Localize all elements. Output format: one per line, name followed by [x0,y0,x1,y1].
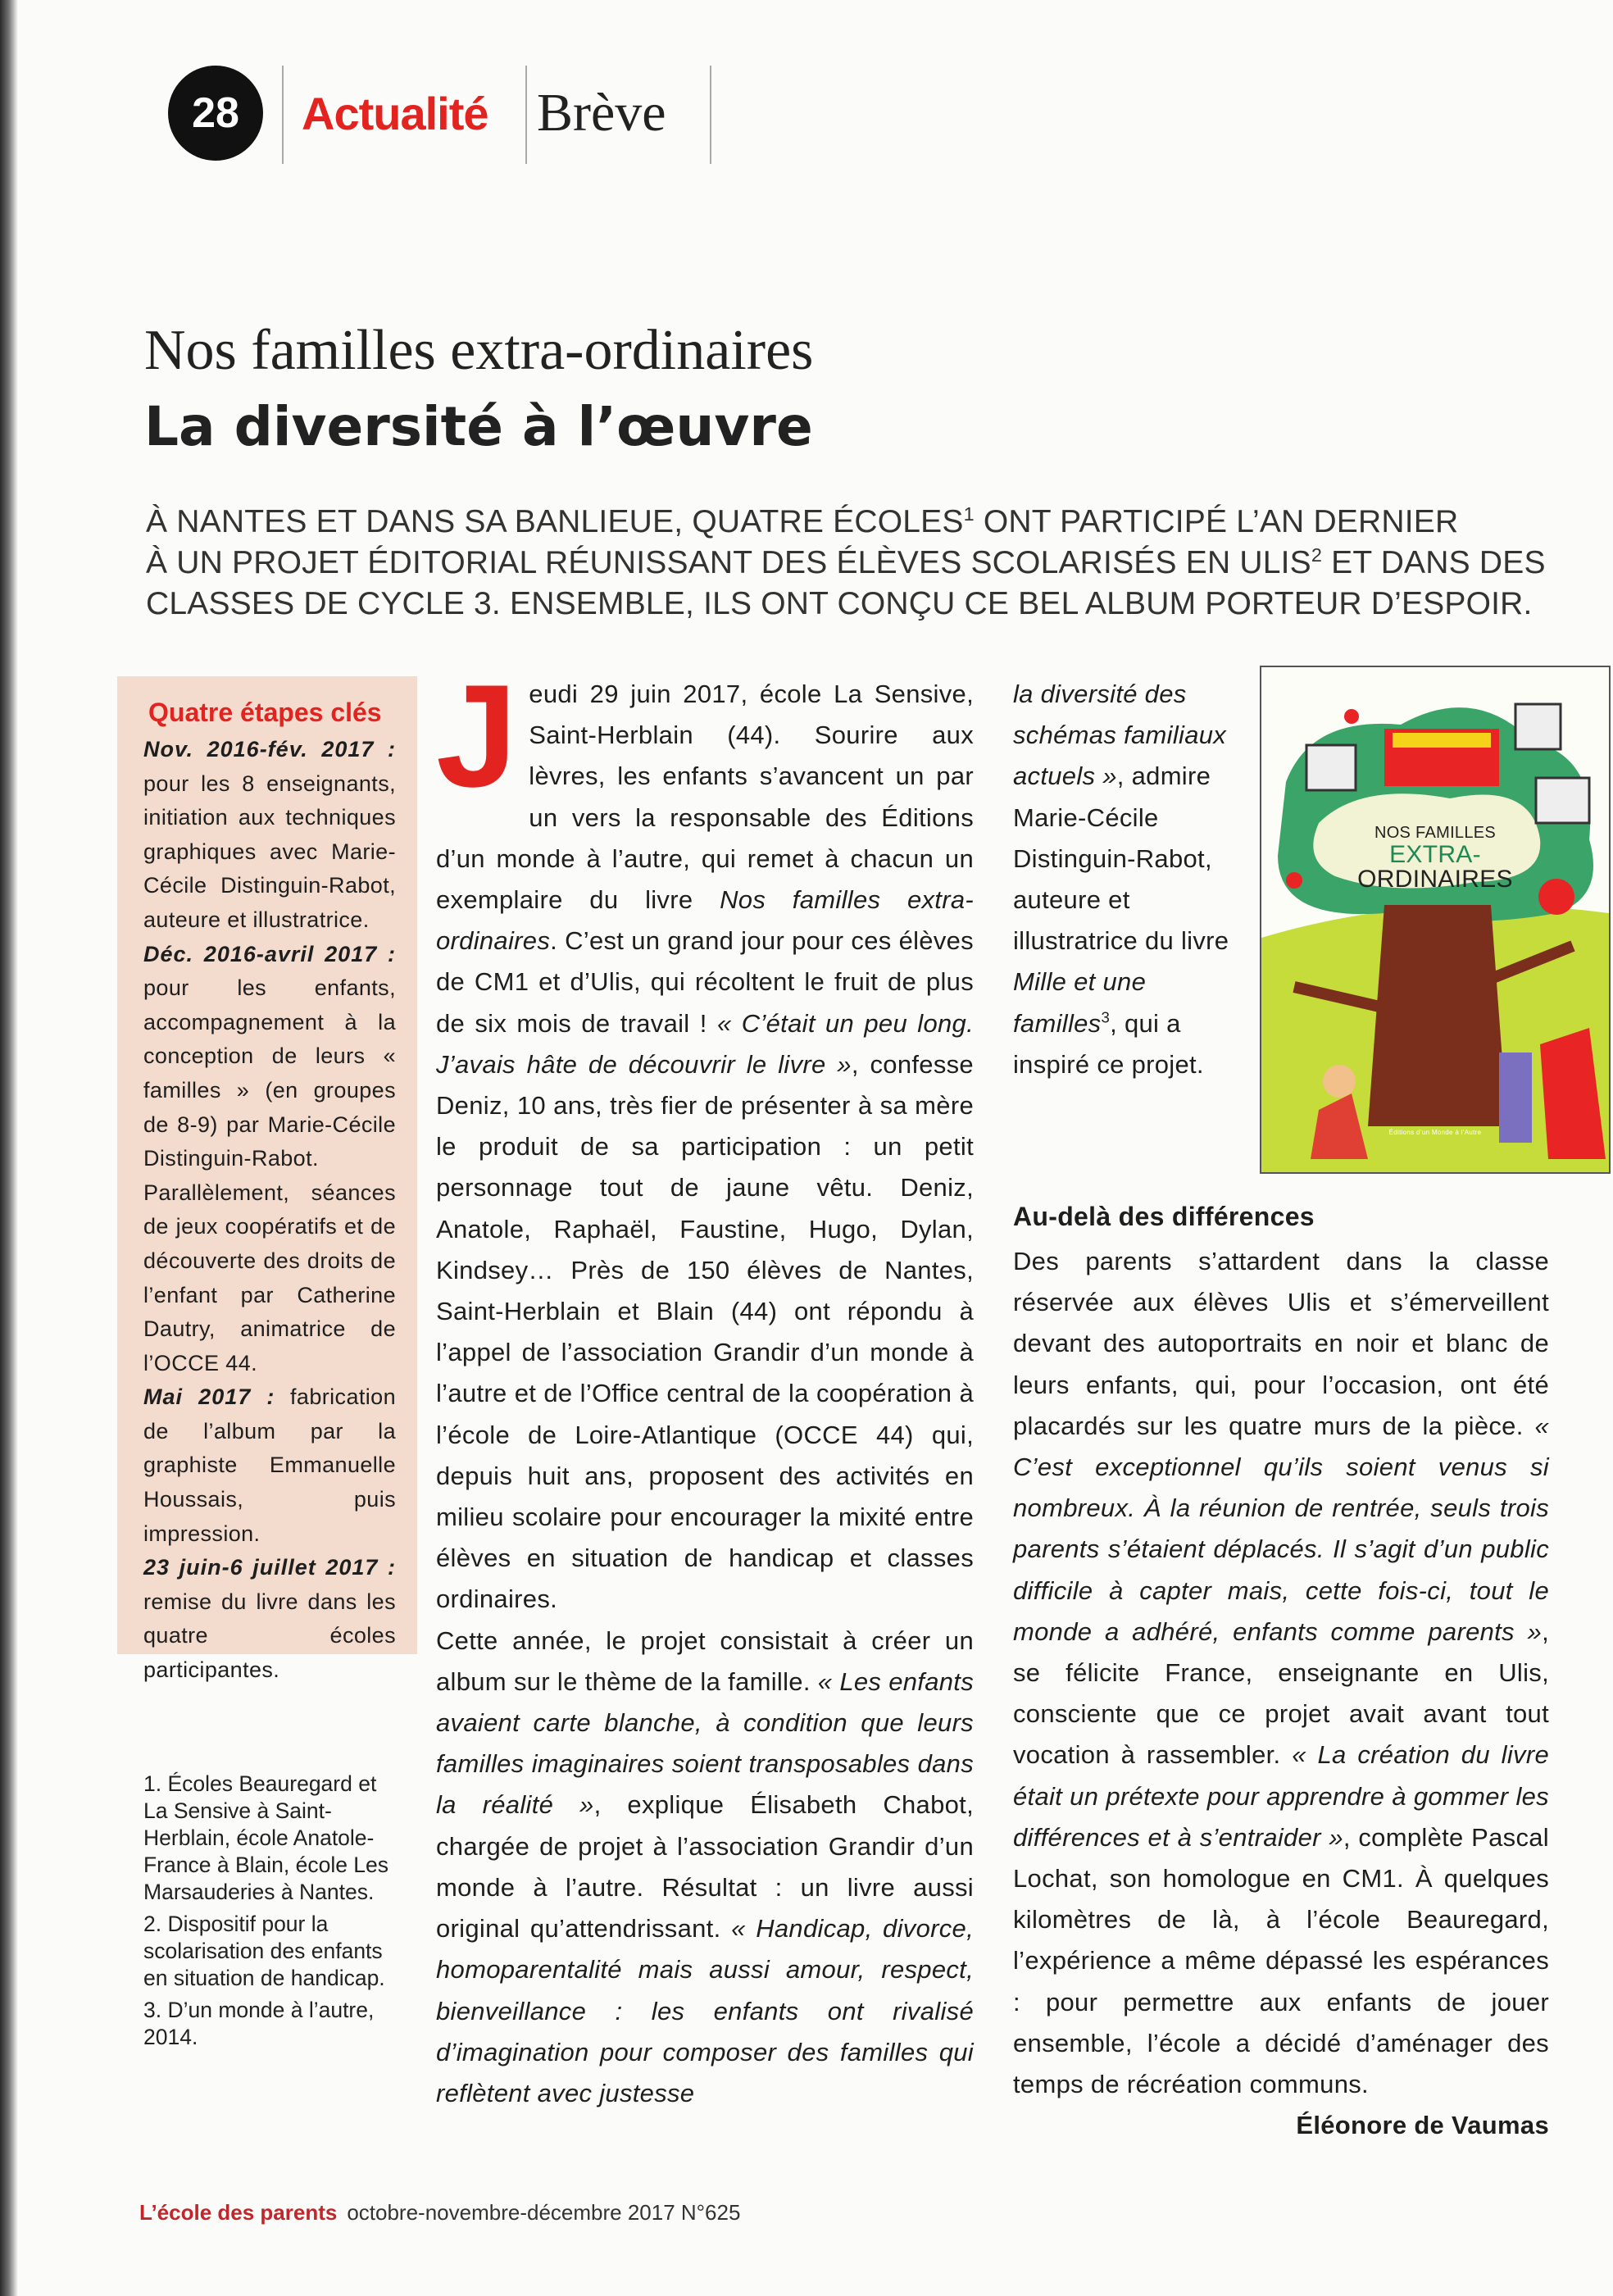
magazine-name: L’école des parents [139,2200,338,2225]
text-run: , se félicite France, enseignante en Ulis, consciente que ce projet avait avant tout vocation à rassembler. [1013,1616,1549,1770]
sidebar-steps [143,733,396,1688]
footnote-ref: 3 [1101,1008,1111,1026]
text-run: Cette année, le projet consistait à créer un album sur le thème de la famille. [436,1625,974,1696]
quote-text: « La création du livre était un prétexte pour apprendre à gommer les différences et à s’entraider » [1013,1740,1549,1852]
footnote: 3. D’un monde à l’autre, 2014. [143,1998,375,2049]
text-run: , qui a inspiré ce projet. [1013,1008,1204,1079]
page-number [168,66,263,161]
text-run: ET DANS DES [1322,545,1546,580]
quote-text: « Handicap, divorce, homoparentalité mais aussi amour, respect, bienveillance : les enfants ont rivalisé d’imagination pour composer des familles qui reflètent avec justesse [436,1914,975,2107]
text-run: . C’est un grand jour pour ces élèves de CM1 et d’Ulis, qui récoltent le fruit de plus de six mois de travail ! [436,926,974,1038]
section-rubric: Actualité [302,88,488,139]
article-subtitle: La diversité à l’œuvre [144,395,813,458]
article-title: Nos familles extra-ordinaires [144,319,814,382]
step-text: pour les enfants, accompagnement à la conception de leurs « familles » (en groupes de 8-9) par Marie-Cécile Distinguin-Rabot. Parallèlement, séances de jeux coopératifs et de découverte des droits de l’enfant par Catherine Dautry, animatrice de l’OCCE 44. [143,975,396,1375]
footnote: 2. Dispositif pour la scolarisation des enfants en situation de handicap. [143,1912,385,1990]
step-date: 23 juin-6 juillet 2017 : [143,1555,396,1580]
cover-title-line: ORDINAIRES [1357,866,1513,893]
step-text: remise du livre dans les quatre écoles participantes. [143,1589,396,1683]
lead-line [146,543,1546,584]
lead-line [146,584,1546,625]
page-number-text: 28 [192,89,239,137]
quote-text: Mille et une familles [1013,967,1147,1038]
quote-text: « C’est exceptionnel qu’ils soient venus si nombreux. À la réunion de rentrée, seuls trois parents s’étaient déplacés. Il s’agit d’un public difficile à capter mais, cette fois-ci, tout le monde a adhéré, enfants comme parents » [1013,1411,1549,1646]
paragraph [1013,1241,1549,2140]
key-steps-sidebar [117,676,417,1683]
text-run: , admire Marie-Cécile Distinguin-Rabot, auteure et illustratrice du livre [1013,762,1229,956]
step-date: Nov. 2016-fév. 2017 : [143,737,396,762]
section-subrubric: Brève [537,83,666,143]
cover-title-line: EXTRA- [1389,841,1481,868]
text-run: , confesse Deniz, 10 ans, très fier de présenter à sa mère le produit de sa participation : un petit personnage tout de jaune vêtu. Deniz, Anatole, Raphaël, Faustine, Hugo, Dylan, Kindsey… Près de 150 élèves de Nantes, Saint-Herblain et Blain (44) ont répondu à l’appel de l’association Grandir d’un monde à l’autre et de l’Office central de la coopération à l’école de Loire-Atlantique (OCCE 44) qui, depuis huit ans, proposent des activités en milieu scolaire pour encourager la mixité entre élèves en situation de handicap et classes ordinaires. [436,1049,974,1614]
text-run: À UN PROJET ÉDITORIAL RÉUNISSANT DES ÉLÈVES SCOLARISÉS EN ULIS [146,545,1311,580]
article-column-2 [436,654,975,2114]
sidebar-title: Quatre étapes clés [148,698,382,727]
text-run: eudi 29 juin 2017, école La Sensive, Saint-Herblain (44). Sourire aux lèvres, les enfants s’avancent un par un vers la responsable des Éditions d’un monde à l’autre, qui remet à chacun un exemplaire du livre [436,680,974,915]
text-run: Des parents s’attardent dans la classe réservée aux élèves Ulis et s’émerveillent devant des autoportraits en noir et blanc de leurs enfants, qui, pour l’occasion, ont été placardés sur les quatre murs de la pièce. [1013,1247,1549,1440]
divider [282,66,284,164]
step [143,1551,396,1687]
divider [710,66,711,164]
lead-line [146,502,1546,543]
article-lead [146,502,1546,625]
step [143,938,396,1381]
cover-title-line: NOS FAMILLES [1374,824,1497,842]
article-column-3 [1013,674,1549,2146]
quote-text: la diversité des schémas familiaux actuels » [1013,680,1227,791]
page-footer [139,2200,740,2226]
step [143,1380,396,1551]
step-text: pour les 8 enseignants, initiation aux techniques graphiques avec Marie-Cécile Distinguin-Rabot, auteure et illustratrice. [143,771,396,932]
text-run: À NANTES ET DANS SA BANLIEUE, QUATRE ÉCOLES [146,504,964,539]
step [143,733,396,938]
step-text: fabrication de l’album par la graphiste Emmanuelle Houssais, puis impression. [143,1384,396,1546]
footnote-ref: 2 [1311,544,1323,566]
footnote: 1. Écoles Beauregard et La Sensive à Saint-Herblain, école Anatole-France à Blain, école Les Marsauderies à Nantes. [143,1771,389,1904]
book-cover-image [1260,666,1611,1174]
book-cover-illustration [1261,667,1609,1172]
paragraph-text [1013,1247,1549,2098]
drop-cap: J [436,654,518,817]
step-date: Déc. 2016-avril 2017 : [143,941,396,966]
quote-text: Nos familles extra-ordinaires [436,885,974,956]
quote-text: « Les enfants avaient carte blanche, à condition que leurs familles imaginaires soient transposables dans la réalité » [436,1666,974,1820]
paragraph [436,1621,974,2114]
section-heading: Au-delà des différences [1013,1202,1315,1231]
text-run: ONT PARTICIPÉ L’AN DERNIER [974,504,1459,539]
text-run: CLASSES DE CYCLE 3. ENSEMBLE, ILS ONT CONÇU CE BEL ALBUM PORTEUR D’ESPOIR. [146,586,1533,621]
footnote-ref: 1 [963,503,975,525]
text-run: , explique Élisabeth Chabot, chargée de projet à l’association Grandir d’un monde à l’autre. Résultat : un livre aussi original qu’attendrissant. [436,1790,974,1944]
quote-text: « C’était un peu long. J’avais hâte de découvrir le livre » [436,1008,974,1079]
text-run: , complète Pascal Lochat, son homologue en CM1. À quelques kilomètres de là, à l’école Beauregard, l’expérience a même dépassé les espérances : pour permettre aux enfants de jouer ensemble, l’école a décidé d’aménager des temps de récréation communs. [1013,1822,1549,2099]
scan-edge-shadow [0,0,18,2296]
cover-publisher: Éditions d’un Monde à l’Autre [1388,1129,1482,1136]
footnotes [143,1771,389,2056]
issue-info: octobre-novembre-décembre 2017 N°625 [347,2200,741,2225]
author-signature: Éléonore de Vaumas [1296,2111,1549,2140]
step-date: Mai 2017 : [143,1384,275,1410]
divider [525,66,527,164]
